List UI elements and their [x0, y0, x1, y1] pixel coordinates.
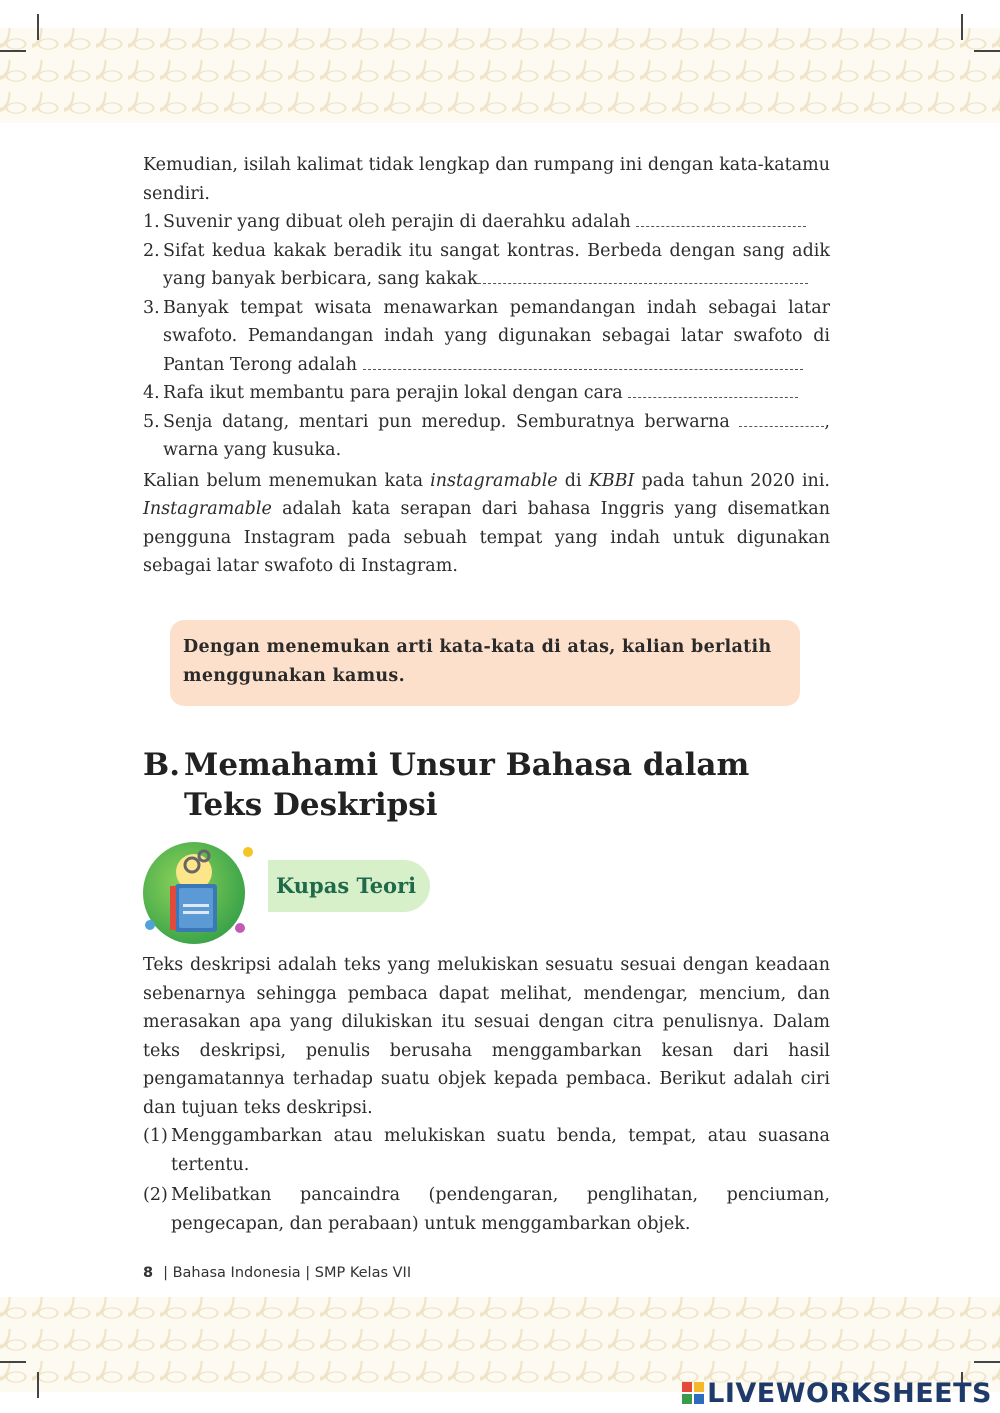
answer-blank[interactable] [478, 265, 808, 284]
liveworksheets-watermark [682, 1378, 992, 1409]
crop-mark [37, 1372, 39, 1398]
crop-mark [0, 1361, 26, 1363]
section-title: Memahami Unsur Bahasa dalam Teks Deskripsi [184, 747, 750, 823]
footer-text: | Bahasa Indonesia | SMP Kelas VII [163, 1265, 412, 1281]
answer-blank[interactable] [628, 379, 798, 398]
crop-mark [37, 14, 39, 40]
list-item [143, 1181, 830, 1238]
exercise-section [143, 151, 830, 581]
kbbi-text: Kalian belum menemukan kata [143, 470, 431, 491]
list-item [143, 408, 830, 465]
list-item [143, 237, 830, 294]
list-item [143, 1122, 830, 1179]
item-number: (1) [143, 1126, 168, 1146]
item-text: Banyak tempat wisata menawarkan pemandangan indah sebagai latar swafoto. Pemandangan indah yang digunakan sebagai latar swafoto di Pantan Terong adalah [163, 297, 830, 375]
note-box [170, 620, 800, 706]
top-ornament-band [0, 28, 1000, 123]
theory-paragraph: Teks deskripsi adalah teks yang melukiskan sesuatu sesuai dengan keadaan sebenarnya sehingga pembaca dapat melihat, mendengar, mencium, dan merasakan apa yang dilukiskan itu sesuai dengan citra penulisnya. Dalam teks deskripsi, penulis berusaha menggambarkan kesan dari hasil pengamatannya terhadap suatu objek kepada pembaca. Berikut adalah ciri dan tujuan teks deskripsi. [143, 955, 830, 1118]
item-number: 4. [143, 383, 160, 403]
item-number: (2) [143, 1185, 168, 1205]
kupas-teori-badge [140, 832, 440, 947]
page-number: 8 [143, 1265, 154, 1281]
item-text: Suvenir yang dibuat oleh perajin di daerahku adalah [163, 212, 637, 232]
kbbi-paragraph [143, 467, 830, 581]
section-heading [143, 745, 823, 825]
book-lightbulb-icon [140, 832, 265, 947]
list-item [143, 379, 830, 408]
item-text: , warna yang kusuka. [163, 411, 830, 460]
item-number: 3. [143, 297, 160, 318]
answer-blank[interactable] [363, 351, 803, 370]
item-text: Rafa ikut membantu para perajin lokal dengan cara [163, 383, 629, 403]
item-number: 2. [143, 240, 160, 261]
item-text: Melibatkan pancaindra (pendengaran, penglihatan, penciuman, pengecapan, dan perabaan) untuk menggambarkan objek. [171, 1185, 830, 1234]
list-item [143, 208, 830, 237]
theory-section [143, 951, 830, 1238]
kbbi-text: di [557, 470, 589, 491]
crop-mark [0, 50, 26, 52]
liveworksheets-logo-icon [682, 1382, 704, 1404]
section-number: B. [143, 747, 180, 783]
answer-blank[interactable] [636, 208, 806, 227]
item-text: Senja datang, mentari pun meredup. Semburatnya berwarna [163, 411, 740, 432]
answer-blank[interactable] [739, 408, 824, 427]
watermark-text: LIVEWORKSHEETS [707, 1378, 992, 1409]
list-item [143, 294, 830, 380]
intro-paragraph: Kemudian, isilah kalimat tidak lengkap dan rumpang ini dengan kata-katamu sendiri. [143, 155, 830, 204]
crop-mark [974, 50, 1000, 52]
kbbi-term: instagramable [430, 470, 558, 491]
crop-mark [974, 1361, 1000, 1363]
kbbi-text: adalah kata serapan dari bahasa Inggris yang disematkan pengguna Instagram pada sebuah tempat yang indah untuk digunakan sebagai latar swafoto di Instagram. [143, 499, 830, 576]
note-text: Dengan menemukan arti kata-kata di atas, kalian berlatih menggunakan kamus. [183, 637, 772, 686]
kbbi-text: pada tahun 2020 ini. [634, 470, 830, 491]
crop-mark [961, 14, 963, 40]
kbbi-term: Instagramable [143, 499, 272, 519]
page-footer [143, 1265, 411, 1281]
item-text: Menggambarkan atau melukiskan suatu benda, tempat, atau suasana tertentu. [171, 1126, 830, 1175]
kbbi-term: KBBI [588, 470, 635, 491]
item-number: 1. [143, 212, 160, 232]
badge-label: Kupas Teori [276, 873, 417, 898]
item-text: Sifat kedua kakak beradik itu sangat kontras. Berbeda dengan sang adik yang banyak berbicara, sang kakak [163, 240, 830, 289]
item-number: 5. [143, 411, 160, 432]
